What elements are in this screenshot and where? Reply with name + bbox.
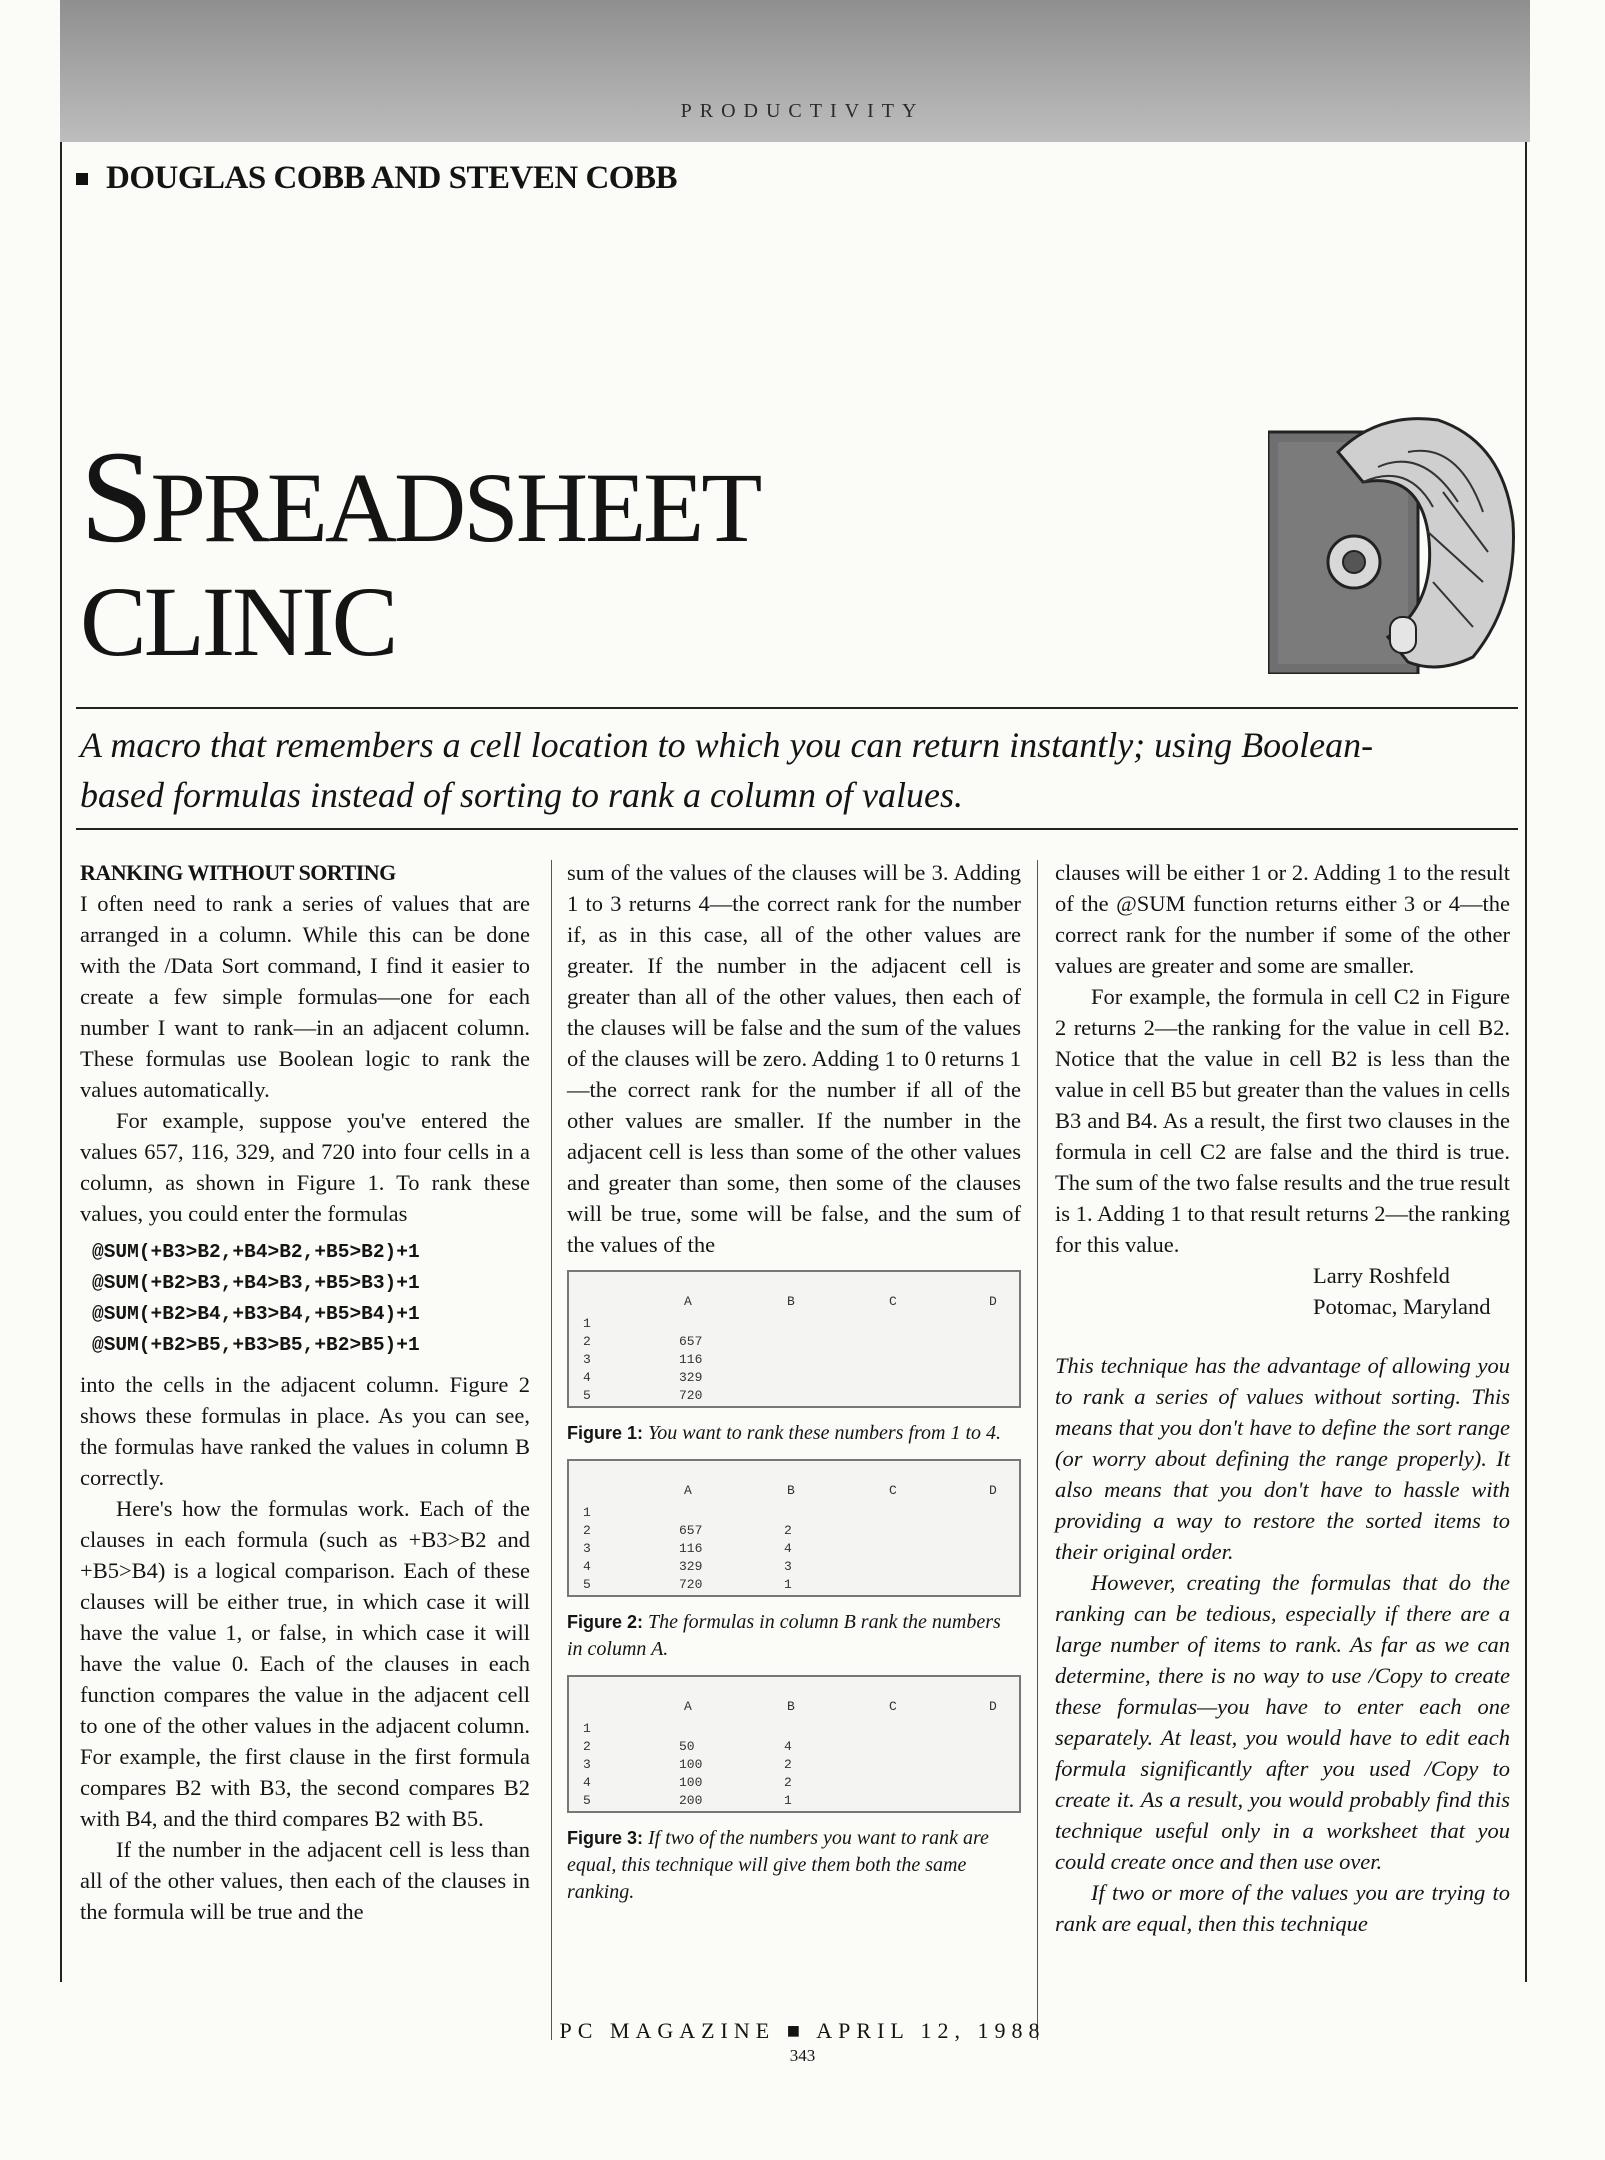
figure-3-spreadsheet	[567, 1675, 1021, 1813]
col-header: C	[889, 1294, 897, 1309]
page-number: 343	[789, 2046, 816, 2065]
cell-value: 4	[784, 1739, 792, 1754]
cell-value: 100	[679, 1757, 703, 1772]
col1-paragraph-2: For example, suppose you've entered the values 657, 116, 329, and 720 into four cells in a column, as shown in Figure 1. To rank these values, you could enter the formulas	[80, 1108, 530, 1226]
article-title	[80, 423, 760, 679]
cell-value: 2	[784, 1523, 792, 1538]
col3-paragraph-1: clauses will be either 1 or 2. Adding 1 to the result of the @SUM function returns either 3 or 4—the correct rank for the number if some of the other values are greater and some are smaller.	[1055, 860, 1510, 978]
formula-block	[80, 1237, 530, 1361]
title-line1: PREADSHEET	[150, 452, 760, 563]
figure-1-caption	[567, 1420, 1021, 1447]
section-kicker: PRODUCTIVITY	[680, 100, 925, 122]
cell-value: 720	[679, 1388, 703, 1403]
col-header: A	[684, 1483, 692, 1498]
formula-line: @SUM(+B2>B3,+B4>B3,+B5>B3)+1	[92, 1272, 420, 1294]
row-number: 4	[583, 1775, 591, 1790]
row-number: 4	[583, 1370, 591, 1385]
col-header: C	[889, 1483, 897, 1498]
formula-line: @SUM(+B2>B4,+B3>B4,+B5>B4)+1	[92, 1303, 420, 1325]
column-separator	[551, 860, 552, 2040]
row-number: 2	[583, 1739, 591, 1754]
title-initial: S	[80, 423, 151, 570]
col-header: D	[989, 1483, 997, 1498]
formula-line: @SUM(+B3>B2,+B4>B2,+B5>B2)+1	[92, 1241, 420, 1263]
cell-value: 657	[679, 1523, 703, 1538]
cell-value: 657	[679, 1334, 703, 1349]
figure-2-spreadsheet	[567, 1459, 1021, 1597]
cell-value: 2	[784, 1757, 792, 1772]
figure-2-caption	[567, 1609, 1021, 1663]
spacer	[1055, 1322, 1510, 1350]
byline	[76, 160, 677, 197]
letter-signature-place: Potomac, Maryland	[1313, 1294, 1491, 1319]
caption-text: The formulas in column B rank the numbers in column A.	[567, 1611, 1001, 1660]
cell-value: 116	[679, 1352, 703, 1367]
col-header: D	[989, 1699, 997, 1714]
row-number: 3	[583, 1541, 591, 1556]
cell-value: 2	[784, 1775, 792, 1790]
col1-paragraph-5: If the number in the adjacent cell is less than all of the other values, then each of the clauses in the formula will be true and the	[80, 1837, 530, 1924]
col1-paragraph-1: I often need to rank a series of values that are arranged in a column. While this can be done with the /Data Sort command, I find it easier to create a few simple formulas—one for each number I want to rank—in an adjacent column. These formulas use Boolean logic to rank the values automatically.	[80, 891, 530, 1102]
deck-bottom-rule	[76, 828, 1518, 830]
footer-line: PC MAGAZINE ■ APRIL 12, 1988	[559, 2018, 1046, 2043]
col2-paragraph-1: sum of the values of the clauses will be 3. Adding 1 to 3 returns 4—the correct rank for the number if, as in this case, all of the other values are greater. If the number in the adjacent cell is greater than all of the other values, then each of the clauses will be false and the sum of the values of the clauses will be zero. Adding 1 to 0 returns 1—the correct rank for the number if all of the other values are smaller. If the number in the adjacent cell is less than some of the other values and greater than some, then some of the clauses will be true, some will be false, and the sum of the values of the	[567, 860, 1021, 1257]
col-header: C	[889, 1699, 897, 1714]
figure-1-spreadsheet	[567, 1270, 1021, 1408]
col3-paragraph-4: However, creating the formulas that do the ranking can be tedious, especially if there are a large number of items to rank. As far as we can determine, there is no way to use /Copy to create these formulas—you have to enter each one separately. At least, you would have to edit each formula significantly after you used /Copy to create it. As a result, you would probably find this technique useful only in a worksheet that you could create once and then use over.	[1055, 1570, 1510, 1874]
formula-line: @SUM(+B2>B5,+B3>B5,+B2>B5)+1	[92, 1334, 420, 1356]
caption-text: You want to rank these numbers from 1 to 4.	[648, 1422, 1001, 1444]
row-number: 5	[583, 1577, 591, 1592]
bullet-icon	[76, 173, 88, 185]
caption-label: Figure 3:	[567, 1828, 644, 1848]
deck-line-2: based formulas instead of sorting to rank a column of values.	[80, 775, 963, 815]
row-number: 5	[583, 1388, 591, 1403]
cell-value: 329	[679, 1559, 703, 1574]
column-2	[567, 857, 1021, 1918]
row-number: 3	[583, 1352, 591, 1367]
cell-value: 1	[784, 1577, 792, 1592]
article-deck	[80, 720, 1510, 820]
frame-left-rule	[60, 142, 62, 1982]
cell-value: 116	[679, 1541, 703, 1556]
deck-top-rule	[76, 707, 1518, 709]
cell-value: 50	[679, 1739, 695, 1754]
col-header: D	[989, 1294, 997, 1309]
col-header: B	[787, 1294, 795, 1309]
col-header: B	[787, 1483, 795, 1498]
figure-3-caption	[567, 1825, 1021, 1906]
col1-paragraph-3: into the cells in the adjacent column. Figure 2 shows these formulas in place. As you can see, the formulas have ranked the values in column B correctly.	[80, 1372, 530, 1490]
caption-label: Figure 1:	[567, 1423, 644, 1443]
caption-text: If two of the numbers you want to rank are equal, this technique will give them both the same ranking.	[567, 1827, 989, 1903]
title-line2: CLINIC	[80, 566, 396, 677]
column-separator	[1037, 860, 1038, 2040]
cell-value: 3	[784, 1559, 792, 1574]
cell-value: 200	[679, 1793, 703, 1808]
letter-signature-name: Larry Roshfeld	[1313, 1263, 1450, 1288]
col-header: A	[684, 1294, 692, 1309]
col-header: B	[787, 1699, 795, 1714]
cell-value: 720	[679, 1577, 703, 1592]
row-number: 3	[583, 1757, 591, 1772]
row-number: 1	[583, 1721, 591, 1736]
column-1	[80, 857, 530, 1927]
caption-label: Figure 2:	[567, 1612, 644, 1632]
row-number: 1	[583, 1316, 591, 1331]
column-3	[1055, 857, 1510, 1939]
col-header: A	[684, 1699, 692, 1714]
frame-right-rule	[1525, 142, 1527, 1982]
section-heading: RANKING WITHOUT SORTING	[80, 860, 396, 885]
cell-value: 329	[679, 1370, 703, 1385]
row-number: 1	[583, 1505, 591, 1520]
row-number: 4	[583, 1559, 591, 1574]
byline-text: DOUGLAS COBB AND STEVEN COBB	[106, 160, 677, 196]
row-number: 2	[583, 1334, 591, 1349]
col1-paragraph-4: Here's how the formulas work. Each of the clauses in each formula (such as +B3>B2 and +B5>B4) is a logical comparison. Each of these clauses will be either true, in which case it will have the value 1, or false, in which case it will have the value 0. Each of the clauses in each function compares the value in the adjacent cell to one of the other values in the adjacent column. For example, the first clause in the first formula compares B2 with B3, the second compares B2 with B4, and the third compares B2 with B5.	[80, 1496, 530, 1831]
col3-paragraph-3: This technique has the advantage of allowing you to rank a series of values without sorting. This means that you don't have to define the sort range (or worry about defining the range properly). It also means that you don't have to hassle with providing a way to restore the sorted items to their original order.	[1055, 1353, 1510, 1564]
row-number: 2	[583, 1523, 591, 1538]
col3-paragraph-5: If two or more of the values you are trying to rank are equal, then this technique	[1055, 1880, 1510, 1936]
cell-value: 1	[784, 1793, 792, 1808]
cell-value: 4	[784, 1541, 792, 1556]
col3-paragraph-2: For example, the formula in cell C2 in Figure 2 returns 2—the ranking for the value in cell B2. Notice that the value in cell B2 is less than the value in cell B5 but greater than the values in cells B3 and B4. As a result, the first two clauses in the formula in cell C2 are false and the third is true. The sum of the two false results and the true result is 1. Adding 1 to that result returns 2—the ranking for this value.	[1055, 984, 1510, 1257]
floppy-disk-illustration	[1268, 412, 1518, 674]
cell-value: 100	[679, 1775, 703, 1790]
deck-line-1: A macro that remembers a cell location to which you can return instantly; using Boolean-	[80, 725, 1374, 765]
row-number: 5	[583, 1793, 591, 1808]
